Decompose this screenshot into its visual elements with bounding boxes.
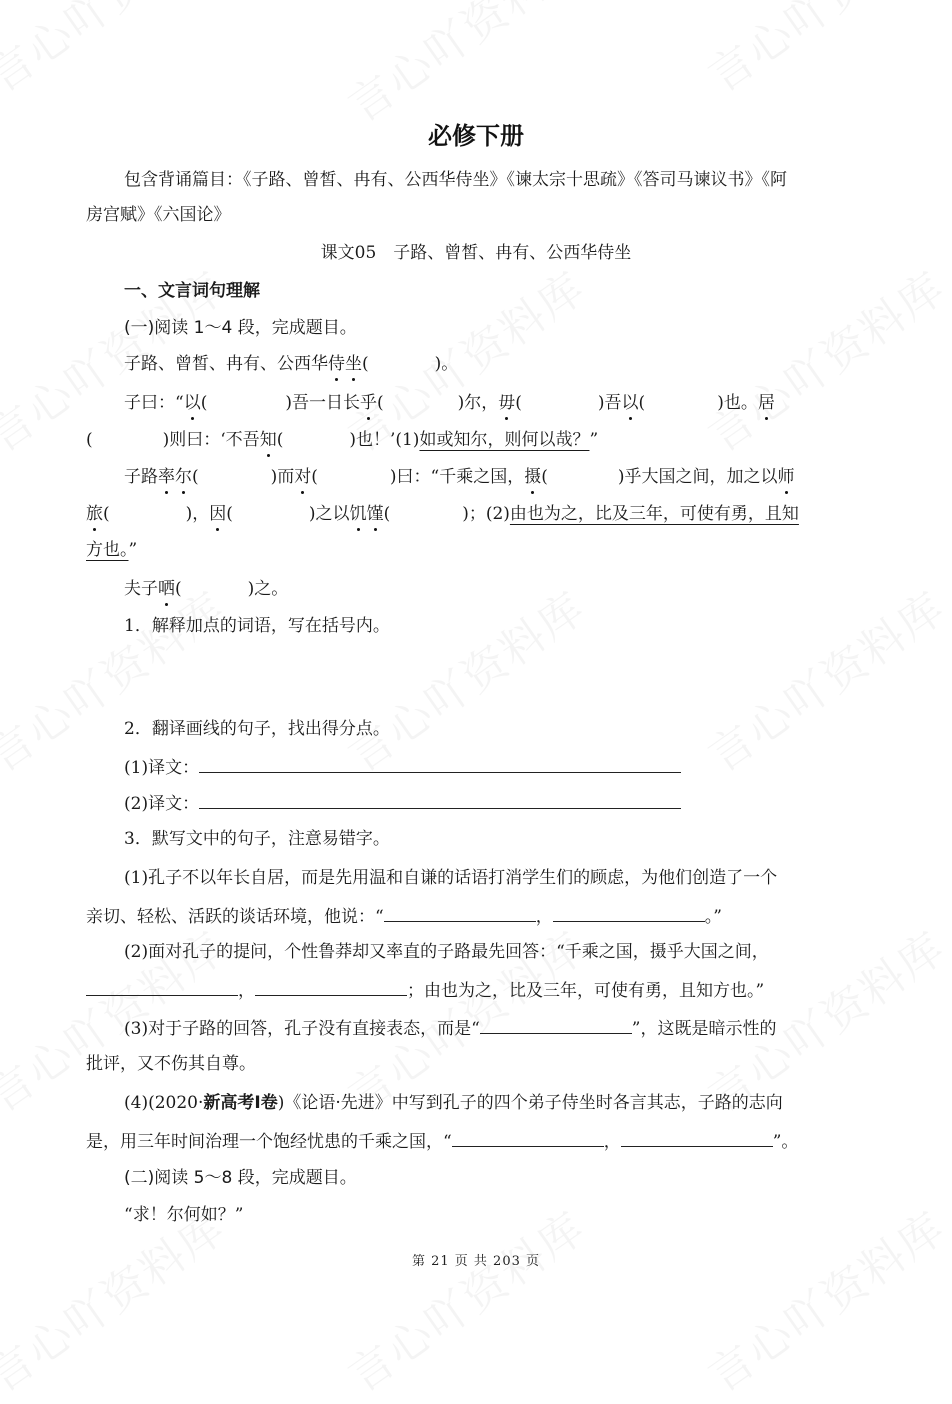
emphasis-char: 以 bbox=[621, 393, 639, 413]
passage-text: )， bbox=[185, 504, 210, 524]
answer-paren-open: ( bbox=[541, 467, 548, 487]
question-1: 1．解释加点的词语，写在括号内。 bbox=[124, 616, 390, 636]
watermark bbox=[693, 0, 952, 104]
watermark bbox=[693, 1193, 952, 1404]
passage-line: “求！尔何如？” bbox=[124, 1205, 244, 1225]
passage-line bbox=[86, 538, 137, 562]
emphasis-char: 馑 bbox=[366, 504, 384, 524]
emphasis-char: 对 bbox=[294, 467, 312, 487]
watermark bbox=[333, 573, 596, 784]
question-text: ， bbox=[603, 1132, 621, 1152]
question-3-4-line-2 bbox=[86, 1128, 798, 1154]
emphasis-char: 坐 bbox=[345, 354, 362, 374]
underlined-sentence: 方也。 bbox=[86, 540, 129, 560]
passage-text: )而 bbox=[270, 467, 295, 487]
question-3-2-line-1: (2)面对孔子的提问，个性鲁莽却又率直的子路最先回答：“千乘之国，摄乎大国之间， bbox=[124, 942, 769, 962]
answer-line[interactable] bbox=[255, 977, 407, 996]
translation-label: (1)译文： bbox=[124, 758, 200, 778]
question-text: ， bbox=[238, 981, 255, 1001]
lesson-heading: 课文05 子路、曾皙、冉有、公西华侍坐 bbox=[320, 243, 632, 263]
question-3-1-line-2 bbox=[86, 903, 722, 929]
passage-text: )；(2) bbox=[462, 504, 510, 524]
answer-paren-open: ( bbox=[515, 393, 522, 413]
question-3-4-line-1 bbox=[124, 1091, 783, 1115]
page-footer: 第 21 页 共 203 页 bbox=[411, 1254, 541, 1269]
answer-paren-open: ( bbox=[103, 504, 110, 524]
question-2: 2．翻译画线的句子，找出得分点。 bbox=[124, 719, 390, 739]
answer-paren-open: ( bbox=[226, 504, 233, 524]
answer-paren-open: ( bbox=[200, 393, 208, 413]
answer-line[interactable] bbox=[480, 1015, 632, 1034]
emphasis-char: 率 bbox=[158, 467, 175, 487]
passage-line bbox=[124, 577, 288, 601]
intro-line-1: 包含背诵篇目：《子路、曾皙、冉有、公西华侍坐》《谏太宗十思疏》《答司马谏议书》《阿 bbox=[124, 170, 787, 190]
question-text: ”，这既是暗示性的 bbox=[631, 1019, 777, 1039]
intro-line-2: 房宫赋》《六国论》 bbox=[86, 205, 231, 225]
section-heading: 一、文言词句理解 bbox=[124, 281, 260, 301]
passage-text: 子路、曾皙、冉有、公西华 bbox=[124, 354, 328, 374]
passage-text: )。 bbox=[434, 354, 459, 374]
answer-paren-open: ( bbox=[383, 504, 391, 524]
emphasis-char: 乎 bbox=[359, 393, 377, 413]
question-3-3-line-2: 批评，又不伤其自尊。 bbox=[86, 1054, 256, 1074]
passage-text: ” bbox=[589, 430, 599, 450]
emphasis-char: 哂 bbox=[158, 579, 175, 599]
translation-label: (2)译文： bbox=[124, 794, 200, 814]
emphasis-char: 以 bbox=[183, 393, 201, 413]
answer-paren-open: ( bbox=[638, 393, 646, 413]
question-3-3-line-1 bbox=[124, 1015, 776, 1041]
part-heading-text: (一)阅读 1～4 段，完成题目。 bbox=[124, 318, 357, 338]
emphasis-char: 尔 bbox=[175, 467, 192, 487]
question-3-2-line-2 bbox=[86, 977, 764, 1003]
emphasis-char: 知 bbox=[259, 430, 277, 450]
emphasis-char: 毋 bbox=[498, 393, 516, 413]
passage-line bbox=[124, 352, 458, 376]
answer-paren-open: ( bbox=[362, 354, 369, 374]
passage-text: )则曰：‘不吾 bbox=[162, 430, 260, 450]
question-text: 。” bbox=[704, 907, 722, 927]
question-text: )《论语·先进》中写到孔子的四个弟子侍坐时各言其志，子路的志向 bbox=[277, 1093, 783, 1113]
passage-text: )也。 bbox=[717, 393, 758, 413]
question-text: 是，用三年时间治理一个饱经忧患的千乘之国，“ bbox=[86, 1132, 452, 1152]
question-3: 3．默写文中的句子，注意易错字。 bbox=[124, 829, 390, 849]
passage-line bbox=[124, 465, 795, 489]
translation-row-1 bbox=[124, 754, 681, 780]
passage-text: )乎大国之间，加之以 bbox=[617, 467, 778, 487]
emphasis-char: 旅 bbox=[86, 504, 103, 524]
watermark bbox=[333, 0, 596, 134]
translation-answer-line[interactable] bbox=[199, 790, 681, 809]
underlined-sentence: 如或知尔，则何以哉？ bbox=[419, 430, 590, 450]
translation-answer-line[interactable] bbox=[199, 754, 681, 773]
answer-line[interactable] bbox=[384, 903, 536, 922]
page-title: 必修下册 bbox=[428, 122, 524, 150]
part-heading-2: (二)阅读 5～8 段，完成题目。 bbox=[124, 1168, 357, 1188]
passage-text: )也！’(1) bbox=[349, 430, 420, 450]
answer-paren-open: ( bbox=[376, 393, 384, 413]
emphasis-char: 侍 bbox=[328, 354, 345, 374]
answer-paren-open: ( bbox=[175, 579, 182, 599]
emphasis-char: 饥 bbox=[349, 504, 367, 524]
question-text: ”。 bbox=[772, 1132, 799, 1152]
answer-paren-open: ( bbox=[276, 430, 284, 450]
emphasis-char: 因 bbox=[209, 504, 227, 524]
question-text: ， bbox=[535, 907, 553, 927]
passage-text: )之。 bbox=[247, 579, 289, 599]
emphasis-char: 师 bbox=[777, 467, 795, 487]
watermark bbox=[693, 253, 952, 464]
emphasis-char: 摄 bbox=[524, 467, 542, 487]
passage-line bbox=[124, 391, 775, 415]
passage-text: )尔， bbox=[457, 393, 499, 413]
passage-text: )吾 bbox=[597, 393, 622, 413]
question-text: 亲切、轻松、活跃的谈话环境，他说：“ bbox=[86, 907, 384, 927]
underlined-sentence: 由也为之，比及三年，可使有勇，且知 bbox=[509, 504, 799, 524]
passage-line bbox=[86, 502, 799, 526]
passage-text: ” bbox=[128, 540, 138, 560]
passage-text: 夫子 bbox=[124, 579, 158, 599]
exam-source: 新高考Ⅰ卷 bbox=[203, 1093, 278, 1113]
passage-text: )吾一日长 bbox=[285, 393, 360, 413]
answer-line[interactable] bbox=[621, 1128, 773, 1147]
answer-paren-open: ( bbox=[311, 467, 318, 487]
answer-paren-open: ( bbox=[86, 430, 93, 450]
answer-line[interactable] bbox=[452, 1128, 604, 1147]
passage-text: 子路 bbox=[124, 467, 158, 487]
answer-line[interactable] bbox=[553, 903, 705, 922]
watermark bbox=[333, 1193, 596, 1404]
question-text: (3)对于子路的回答，孔子没有直接表态，而是“ bbox=[124, 1019, 480, 1039]
part-heading-1 bbox=[124, 316, 357, 340]
question-text: ；由也为之，比及三年，可使有勇，且知方也。” bbox=[407, 981, 765, 1001]
emphasis-char: 居 bbox=[757, 393, 775, 413]
answer-line[interactable] bbox=[86, 977, 238, 996]
passage-line bbox=[86, 428, 598, 452]
answer-paren-open: ( bbox=[192, 467, 199, 487]
watermark bbox=[0, 0, 236, 104]
passage-text: )之以 bbox=[308, 504, 350, 524]
passage-text: 子曰：“ bbox=[124, 393, 184, 413]
question-text: (4)(2020· bbox=[124, 1093, 204, 1113]
watermark bbox=[693, 573, 952, 784]
passage-text: )曰：“千乘之国， bbox=[389, 467, 525, 487]
translation-row-2 bbox=[124, 790, 681, 816]
watermark bbox=[0, 573, 236, 784]
question-3-1-line-1: (1)孔子不以年长自居，而是先用温和自谦的话语打消学生们的顾虑，为他们创造了一个 bbox=[124, 868, 778, 888]
